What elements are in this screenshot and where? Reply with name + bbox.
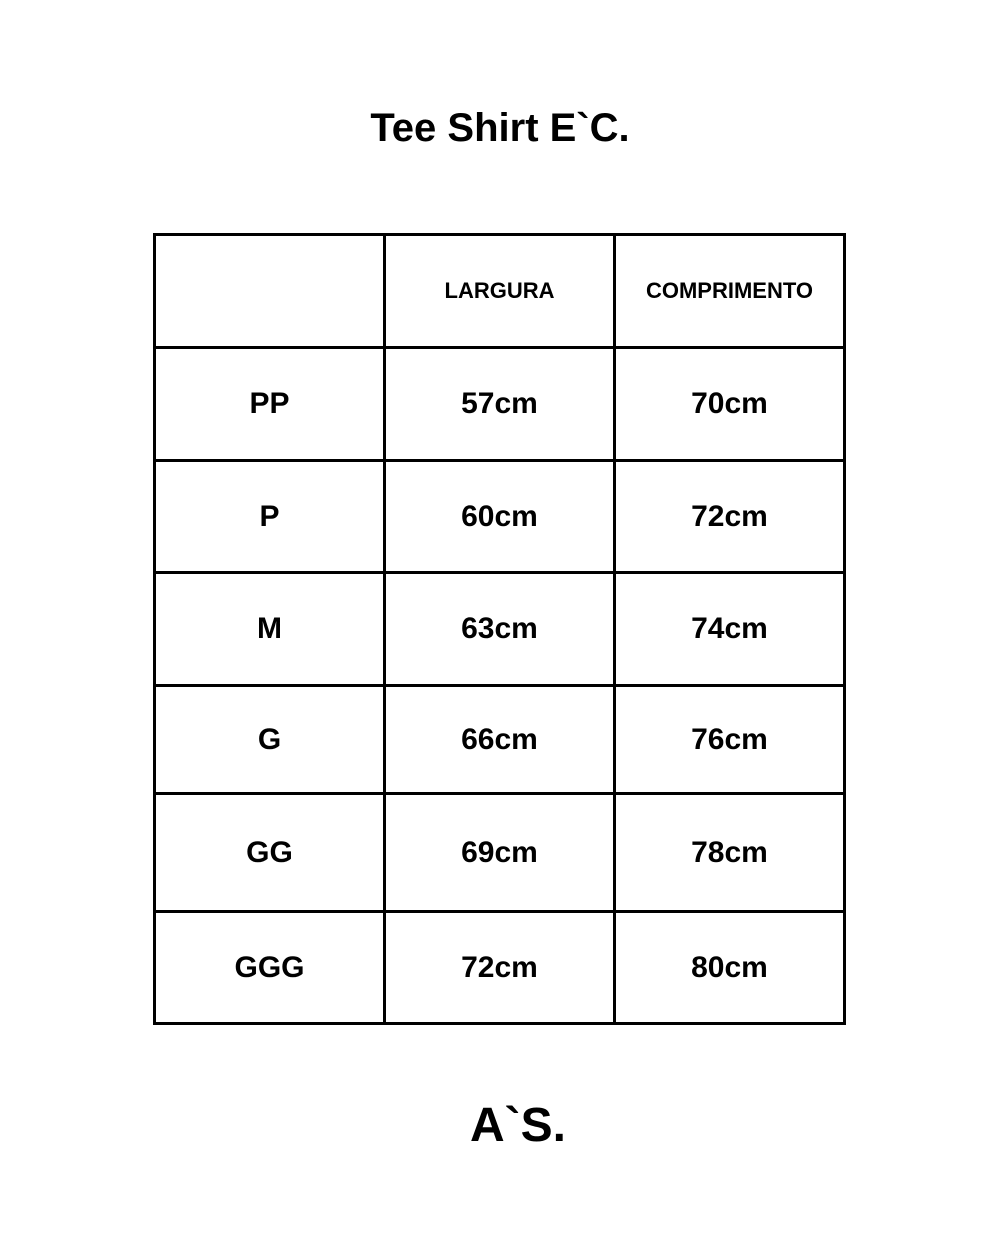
comprimento-cell: 70cm xyxy=(615,348,845,461)
comprimento-cell: 72cm xyxy=(615,461,845,573)
header-cell-empty xyxy=(155,235,385,348)
page-title: Tee Shirt E`C. xyxy=(370,106,630,150)
largura-cell: 66cm xyxy=(385,686,615,794)
footer-signature: A`S. xyxy=(470,1099,566,1152)
size-cell: G xyxy=(155,686,385,794)
comprimento-cell: 78cm xyxy=(615,794,845,912)
header-cell-comprimento: COMPRIMENTO xyxy=(615,235,845,348)
table-row xyxy=(155,573,845,686)
size-cell: P xyxy=(155,461,385,573)
size-cell: PP xyxy=(155,348,385,461)
largura-cell: 72cm xyxy=(385,912,615,1024)
largura-cell: 60cm xyxy=(385,461,615,573)
comprimento-cell: 80cm xyxy=(615,912,845,1024)
comprimento-cell: 74cm xyxy=(615,573,845,686)
table-row xyxy=(155,348,845,461)
table-row xyxy=(155,794,845,912)
size-cell: M xyxy=(155,573,385,686)
size-cell: GGG xyxy=(155,912,385,1024)
size-cell: GG xyxy=(155,794,385,912)
table-row xyxy=(155,461,845,573)
header-cell-largura: LARGURA xyxy=(385,235,615,348)
table-header-row xyxy=(155,235,845,348)
largura-cell: 69cm xyxy=(385,794,615,912)
largura-cell: 63cm xyxy=(385,573,615,686)
largura-cell: 57cm xyxy=(385,348,615,461)
size-chart-table xyxy=(153,233,846,1025)
table-row xyxy=(155,912,845,1024)
table-row xyxy=(155,686,845,794)
comprimento-cell: 76cm xyxy=(615,686,845,794)
